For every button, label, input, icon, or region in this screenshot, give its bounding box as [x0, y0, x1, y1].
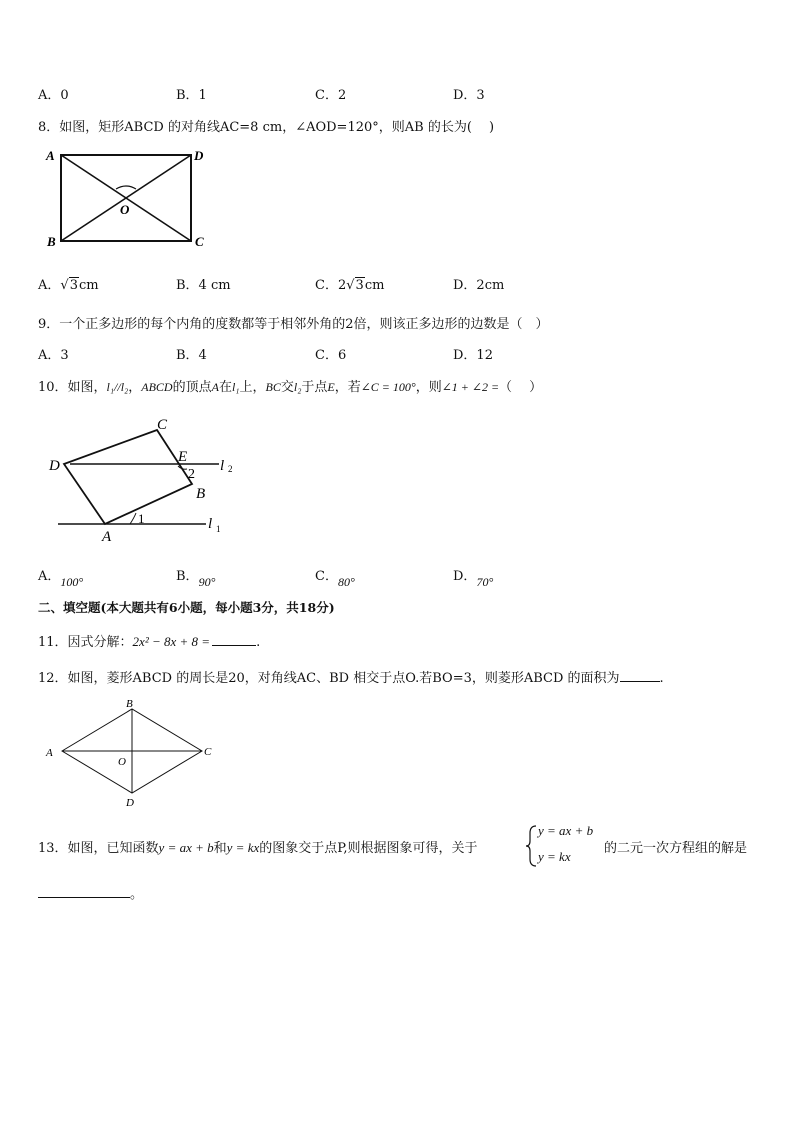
label-a: A [102, 529, 112, 545]
quadrilateral-abcd [64, 430, 192, 524]
angle-2-arc [178, 466, 187, 469]
label-d: D [126, 797, 134, 809]
q10-option-a: A．100° [38, 569, 84, 589]
q10-option-d: D．70° [453, 569, 494, 589]
label-a: A [46, 747, 53, 759]
label-l1: l [208, 516, 213, 532]
q8-option-c: C．2√3cm [315, 278, 385, 293]
label-e: E [178, 449, 188, 465]
q10-text: 10．如图，l₁//l₂，ABCD的顶点A在l₁上，BC交l₂于点E，若∠C = 100°，则∠1 + ∠2 =（ ） [38, 380, 543, 395]
label-l2: l [220, 458, 225, 474]
label-l2-sub: 2 [228, 464, 233, 474]
q10-option-c: C．80° [315, 569, 355, 589]
q12-rhombus-figure [40, 696, 225, 811]
label-o: O [120, 202, 130, 217]
q12-answer-blank[interactable] [620, 681, 660, 682]
label-2: 2 [188, 467, 195, 482]
q11-answer-blank[interactable] [212, 645, 256, 646]
angle-1-arc [130, 513, 136, 524]
q8-option-d: D．2cm [453, 278, 505, 293]
q13-text-part1: 13．如图，已知函数y = ax + b和y = kx的图象交于点P,则根据图象可得，关于 [38, 840, 478, 856]
q9-option-d: D．12 [453, 348, 493, 363]
angle-aod-arc [116, 186, 136, 189]
sqrt-3: √3 [60, 278, 78, 293]
q9-option-a: A．3 [38, 348, 69, 363]
q7-option-b: B．1 [176, 88, 207, 103]
q8-option-b: B．4 cm [176, 278, 231, 293]
q11-expression: 2x² − 8x + 8 = [132, 634, 211, 649]
section-2-heading: 二、填空题(本大题共有6小题，每小题3分，共18分) [38, 600, 335, 615]
q12-text: 12．如图，菱形ABCD 的周长是20，对角线AC、BD 相交于点O.若BO=3，则菱形ABCD 的面积为 . [38, 671, 664, 686]
q13-text-part2: 的二元一次方程组的解是 [604, 841, 748, 856]
label-l1-sub: 1 [216, 524, 221, 534]
q11-text: 11．因式分解：2x² − 8x + 8 = . [38, 634, 261, 650]
q10-option-b: B．90° [176, 569, 216, 589]
label-a: A [46, 148, 55, 163]
q13-answer-blank[interactable] [38, 897, 130, 898]
q8-option-a: A．√3cm [38, 278, 99, 293]
q13-system-eq-2: y = kx [538, 849, 571, 864]
q7-option-c: C．2 [315, 88, 347, 103]
label-b: B [126, 698, 133, 710]
q9-option-b: B．4 [176, 348, 207, 363]
sqrt-3: √3 [346, 278, 364, 293]
q13-system-brace [525, 824, 539, 868]
label-b: B [47, 234, 56, 249]
label-o: O [118, 756, 126, 768]
label-1: 1 [138, 511, 145, 526]
q13-function-2: y = kx [226, 840, 260, 855]
label-c: C [204, 746, 212, 758]
label-d: D [49, 458, 60, 474]
q13-system-eq-1: y = ax + b [538, 823, 594, 838]
label-c: C [195, 234, 204, 249]
q8-rectangle-figure [40, 142, 220, 252]
q9-option-c: C．6 [315, 348, 347, 363]
q13-answer-line: 。 [38, 883, 143, 902]
q9-text: 9．一个正多边形的每个内角的度数都等于相邻外角的2倍，则该正多边形的边数是（ ） [38, 317, 549, 332]
q10-parallelogram-figure [44, 408, 254, 548]
label-d: D [194, 148, 204, 163]
q7-option-d: D．3 [453, 88, 485, 103]
q7-option-a: A．0 [38, 88, 69, 103]
q8-text: 8．如图，矩形ABCD 的对角线AC=8 cm，∠AOD=120°，则AB 的长为( ) [38, 120, 495, 135]
label-b: B [196, 486, 206, 502]
q13-function-1: y = ax + b [158, 840, 214, 855]
label-c: C [157, 417, 168, 433]
